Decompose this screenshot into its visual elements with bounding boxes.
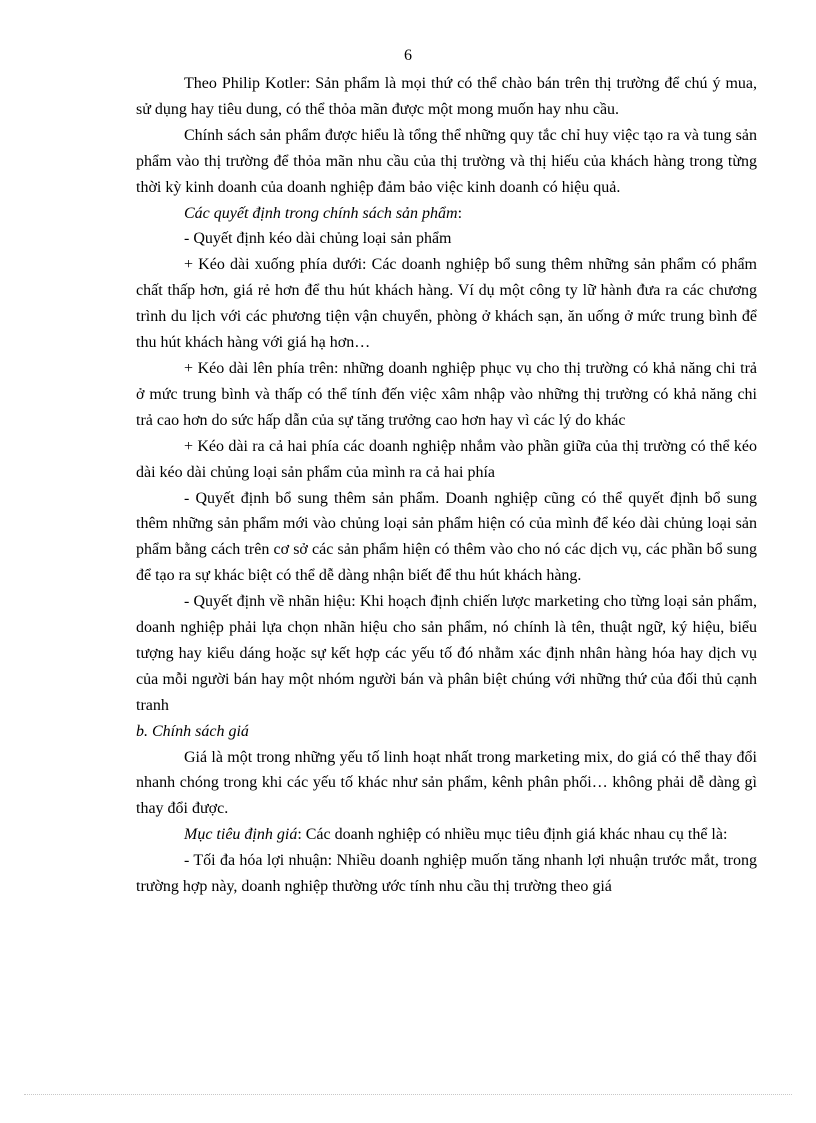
paragraph: - Quyết định bổ sung thêm sản phẩm. Doanh nghiệp cũng có thể quyết định bổ sung thêm những sản phẩm mới vào chủng loại sản phẩm hiện có của mình để kéo dài chủng loại sản phẩm bằng cách trên cơ sở các sản phẩm hiện có thêm vào cho nó các dịch vụ, các phần bổ sung để tạo ra sự khác biệt có thể dễ dàng nhận biết để thu hút khách hàng. xyxy=(136,489,757,585)
footer-divider xyxy=(24,1094,792,1095)
paragraph-text: : Các doanh nghiệp có nhiều mục tiêu định giá khác nhau cụ thể là: xyxy=(297,826,728,844)
paragraph: Chính sách sản phẩm được hiểu là tổng thể những quy tắc chỉ huy việc tạo ra và tung sản phẩm vào thị trường để thỏa mãn nhu cầu của thị trường và thị hiếu của khách hàng trong từng thời kỳ kinh doanh của doanh nghiệp đảm bảo việc kinh doanh có hiệu quả. xyxy=(136,126,757,196)
paragraph xyxy=(136,201,757,227)
paragraph: Theo Philip Kotler: Sản phẩm là mọi thứ có thể chào bán trên thị trường để chú ý mua, sử dụng hay tiêu dung, có thể thỏa mãn được một mong muốn hay nhu cầu. xyxy=(136,75,757,118)
paragraph: - Tối đa hóa lợi nhuận: Nhiều doanh nghiệp muốn tăng nhanh lợi nhuận trước mắt, trong trường hợp này, doanh nghiệp thường ước tính nhu cầu thị trường theo giá xyxy=(136,852,757,896)
paragraph: + Kéo dài xuống phía dưới: Các doanh nghiệp bổ sung thêm những sản phẩm có phẩm chất thấp hơn, giá rẻ hơn để thu hút khách hàng. Ví dụ một công ty lữ hành đưa ra các chương trình du lịch với các phương tiện vận chuyển, phòng ở khách sạn, ăn uống ở mức trung bình để thu hút khách hàng với giá hạ hơn… xyxy=(136,256,757,352)
paragraph: + Kéo dài ra cả hai phía các doanh nghiệp nhắm vào phần giữa của thị trường có thể kéo dài kéo dài chủng loại sản phẩm của mình ra cả hai phía xyxy=(136,437,757,481)
paragraph: + Kéo dài lên phía trên: những doanh nghiệp phục vụ cho thị trường có khả năng chi trả ở mức trung bình và thấp có thể tính đến việc xâm nhập vào những thị trường có khả năng chi trả cao hơn do sức hấp dẫn của sự tăng trưởng cao hơn hay vì các lý do khác xyxy=(136,359,757,429)
paragraph xyxy=(136,822,757,848)
document-body xyxy=(136,71,757,900)
paragraph-text: : xyxy=(457,204,463,222)
page-number: 6 xyxy=(404,47,412,64)
paragraph: - Quyết định về nhãn hiệu: Khi hoạch định chiến lược marketing cho từng loại sản phẩm, doanh nghiệp phải lựa chọn nhãn hiệu cho sản phẩm, nó chính là tên, thuật ngữ, ký hiệu, biểu tượng hay kiểu dáng hoặc sự kết hợp các yếu tố đó nhằm xác định nhân hàng hóa hay dịch vụ của mỗi người bán hay một nhóm người bán và phân biệt chúng với những thứ của đối thủ cạnh tranh xyxy=(136,593,757,714)
italic-subheading: Các quyết định trong chính sách sản phẩm xyxy=(184,204,458,222)
section-heading: b. Chính sách giá xyxy=(136,722,249,740)
paragraph: - Quyết định kéo dài chủng loại sản phẩm xyxy=(184,230,452,248)
paragraph: Giá là một trong những yếu tố linh hoạt nhất trong marketing mix, do giá có thể thay đổi nhanh chóng trong khi các yếu tố khác như sản phẩm, kênh phân phối… không phải dễ dàng gì thay đổi được. xyxy=(136,748,757,818)
italic-subheading: Mục tiêu định giá xyxy=(184,826,298,844)
